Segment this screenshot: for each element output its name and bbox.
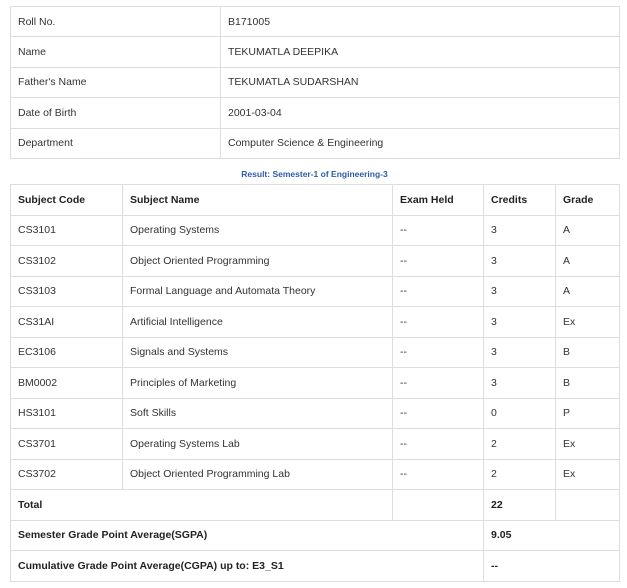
subject-name: Operating Systems Lab xyxy=(123,429,393,460)
subject-code: CS3701 xyxy=(11,429,123,460)
exam-held: -- xyxy=(393,246,484,277)
total-row xyxy=(11,490,620,521)
table-row xyxy=(11,337,620,368)
cgpa-label: Cumulative Grade Point Average(CGPA) up to: E3_S1 xyxy=(11,551,484,582)
info-row-name xyxy=(11,37,620,67)
name-value: TEKUMATLA DEEPIKA xyxy=(221,37,620,67)
credits: 3 xyxy=(484,215,556,246)
result-header-row xyxy=(11,185,620,216)
credits: 3 xyxy=(484,337,556,368)
dob-label: Date of Birth xyxy=(11,98,221,128)
roll-no-value: B171005 xyxy=(221,7,620,37)
credits: 2 xyxy=(484,429,556,460)
result-table xyxy=(10,184,620,582)
subject-name: Object Oriented Programming Lab xyxy=(123,459,393,490)
subject-code: CS31AI xyxy=(11,307,123,338)
subject-name: Formal Language and Automata Theory xyxy=(123,276,393,307)
info-row-dob xyxy=(11,98,620,128)
table-row xyxy=(11,307,620,338)
grade: Ex xyxy=(556,429,620,460)
father-name-label: Father's Name xyxy=(11,67,221,97)
subject-name: Artificial Intelligence xyxy=(123,307,393,338)
subject-code: HS3101 xyxy=(11,398,123,429)
sgpa-label: Semester Grade Point Average(SGPA) xyxy=(11,520,484,551)
grade: A xyxy=(556,276,620,307)
table-row xyxy=(11,398,620,429)
subject-code: CS3103 xyxy=(11,276,123,307)
subject-code: CS3102 xyxy=(11,246,123,277)
total-label: Total xyxy=(11,490,393,521)
subject-code: CS3101 xyxy=(11,215,123,246)
credits: 3 xyxy=(484,276,556,307)
credits: 2 xyxy=(484,459,556,490)
grade: Ex xyxy=(556,459,620,490)
credits: 3 xyxy=(484,307,556,338)
credits: 0 xyxy=(484,398,556,429)
subject-code: EC3106 xyxy=(11,337,123,368)
grade: P xyxy=(556,398,620,429)
grade: Ex xyxy=(556,307,620,338)
credits: 3 xyxy=(484,368,556,399)
name-label: Name xyxy=(11,37,221,67)
subject-code: BM0002 xyxy=(11,368,123,399)
table-row xyxy=(11,246,620,277)
credits: 3 xyxy=(484,246,556,277)
exam-held: -- xyxy=(393,459,484,490)
table-row xyxy=(11,459,620,490)
cgpa-row xyxy=(11,551,620,582)
info-row-father-name xyxy=(11,67,620,97)
total-exam-held-empty xyxy=(393,490,484,521)
table-row xyxy=(11,429,620,460)
column-header-credits: Credits xyxy=(484,185,556,216)
subject-name: Signals and Systems xyxy=(123,337,393,368)
grade: A xyxy=(556,246,620,277)
info-row-department xyxy=(11,128,620,158)
subject-code: CS3702 xyxy=(11,459,123,490)
subject-name: Object Oriented Programming xyxy=(123,246,393,277)
department-value: Computer Science & Engineering xyxy=(221,128,620,158)
exam-held: -- xyxy=(393,276,484,307)
total-credits: 22 xyxy=(484,490,556,521)
roll-no-label: Roll No. xyxy=(11,7,221,37)
cgpa-value: -- xyxy=(484,551,620,582)
father-name-value: TEKUMATLA SUDARSHAN xyxy=(221,67,620,97)
dob-value: 2001-03-04 xyxy=(221,98,620,128)
info-row-roll-no xyxy=(11,7,620,37)
sgpa-value: 9.05 xyxy=(484,520,620,551)
column-header-exam-held: Exam Held xyxy=(393,185,484,216)
total-grade-empty xyxy=(556,490,620,521)
subject-name: Operating Systems xyxy=(123,215,393,246)
table-row xyxy=(11,276,620,307)
column-header-grade: Grade xyxy=(556,185,620,216)
exam-held: -- xyxy=(393,215,484,246)
exam-held: -- xyxy=(393,368,484,399)
exam-held: -- xyxy=(393,307,484,338)
exam-held: -- xyxy=(393,429,484,460)
grade: A xyxy=(556,215,620,246)
subject-name: Soft Skills xyxy=(123,398,393,429)
column-header-subject-name: Subject Name xyxy=(123,185,393,216)
table-row xyxy=(11,368,620,399)
result-caption: Result: Semester-1 of Engineering-3 xyxy=(241,169,388,179)
sgpa-row xyxy=(11,520,620,551)
column-header-subject-code: Subject Code xyxy=(11,185,123,216)
exam-held: -- xyxy=(393,337,484,368)
table-row xyxy=(11,215,620,246)
department-label: Department xyxy=(11,128,221,158)
grade: B xyxy=(556,368,620,399)
grade: B xyxy=(556,337,620,368)
subject-name: Principles of Marketing xyxy=(123,368,393,399)
exam-held: -- xyxy=(393,398,484,429)
student-info-table xyxy=(10,6,620,159)
